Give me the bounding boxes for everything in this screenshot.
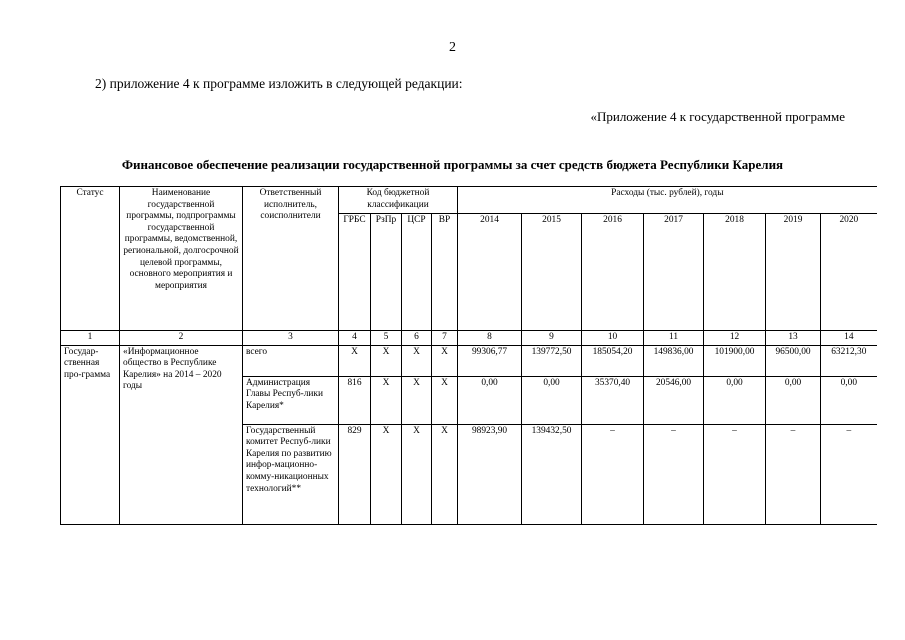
column-number: 11 (644, 331, 704, 346)
column-number: 4 (339, 331, 371, 346)
column-number: 9 (522, 331, 582, 346)
value-2020: 0,00 (821, 376, 877, 424)
value-2016: 185054,20 (582, 345, 644, 376)
column-number: 10 (582, 331, 644, 346)
header-code-grbs: ГРБС (339, 214, 371, 331)
csr-cell: Х (402, 345, 432, 376)
value-2016: 35370,40 (582, 376, 644, 424)
value-2015: 0,00 (522, 376, 582, 424)
value-2019: 96500,00 (766, 345, 821, 376)
header-year-2017: 2017 (644, 214, 704, 331)
vr-cell: Х (432, 345, 458, 376)
header-expenses: Расходы (тыс. рублей), годы (458, 187, 877, 214)
csr-cell: Х (402, 376, 432, 424)
intro-paragraph: 2) приложение 4 к программе изложить в следующей редакции: (95, 76, 463, 91)
financing-table (60, 186, 877, 525)
column-number: 12 (704, 331, 766, 346)
rzpr-cell: Х (371, 345, 402, 376)
value-2018: 0,00 (704, 376, 766, 424)
rzpr-cell: Х (371, 424, 402, 524)
grbs-cell: 829 (339, 424, 371, 524)
column-number: 3 (243, 331, 339, 346)
value-2015: 139432,50 (522, 424, 582, 524)
header-status: Статус (61, 187, 120, 331)
value-2017: 149836,00 (644, 345, 704, 376)
value-2020: 63212,30 (821, 345, 877, 376)
value-2015: 139772,50 (522, 345, 582, 376)
header-code-csr: ЦСР (402, 214, 432, 331)
appendix-heading: «Приложение 4 к государственной программе (590, 109, 845, 124)
table-row (61, 345, 877, 376)
column-number: 8 (458, 331, 522, 346)
document-title: Финансовое обеспечение реализации государственной программы за счет средств бюджета Республики Карелия (121, 157, 784, 172)
column-number: 1 (61, 331, 120, 346)
grbs-cell: 816 (339, 376, 371, 424)
rzpr-cell: Х (371, 376, 402, 424)
header-year-2015: 2015 (522, 214, 582, 331)
csr-cell: Х (402, 424, 432, 524)
value-2019: – (766, 424, 821, 524)
header-year-2019: 2019 (766, 214, 821, 331)
column-number: 7 (432, 331, 458, 346)
value-2017: 20546,00 (644, 376, 704, 424)
column-number: 2 (120, 331, 243, 346)
value-2014: 98923,90 (458, 424, 522, 524)
grbs-cell: Х (339, 345, 371, 376)
header-year-2016: 2016 (582, 214, 644, 331)
value-2014: 0,00 (458, 376, 522, 424)
header-code-vr: ВР (432, 214, 458, 331)
column-number: 6 (402, 331, 432, 346)
value-2020: – (821, 424, 877, 524)
header-year-2020: 2020 (821, 214, 877, 331)
program-name-cell: «Информационное общество в Республике Карелия» на 2014 – 2020 годы (120, 345, 243, 524)
value-2019: 0,00 (766, 376, 821, 424)
vr-cell: Х (432, 424, 458, 524)
column-number: 13 (766, 331, 821, 346)
status-cell: Государ-ственная про-грамма (61, 345, 120, 524)
header-year-2018: 2018 (704, 214, 766, 331)
vr-cell: Х (432, 376, 458, 424)
value-2017: – (644, 424, 704, 524)
table-header-row-1 (61, 187, 877, 214)
page-number: 2 (449, 40, 456, 55)
column-number: 14 (821, 331, 877, 346)
value-2018: – (704, 424, 766, 524)
header-budget-code: Код бюджетной классификации (339, 187, 458, 214)
executor-cell: всего (243, 345, 339, 376)
executor-cell: Государственный комитет Респуб-лики Карелия по развитию инфор-мационно-комму-никационных технологий** (243, 424, 339, 524)
header-executor: Ответственный исполнитель, соисполнители (243, 187, 339, 331)
column-number-row (61, 331, 877, 346)
value-2016: – (582, 424, 644, 524)
executor-cell: Администрация Главы Респуб-лики Карелия* (243, 376, 339, 424)
value-2014: 99306,77 (458, 345, 522, 376)
value-2018: 101900,00 (704, 345, 766, 376)
header-year-2014: 2014 (458, 214, 522, 331)
header-code-rzpr: РзПр (371, 214, 402, 331)
header-name: Наименование государственной программы, подпрограммы государственной программы, ведомственной, региональной, долгосрочной целевой программы, основного мероприятия и мероприятия (120, 187, 243, 331)
column-number: 5 (371, 331, 402, 346)
